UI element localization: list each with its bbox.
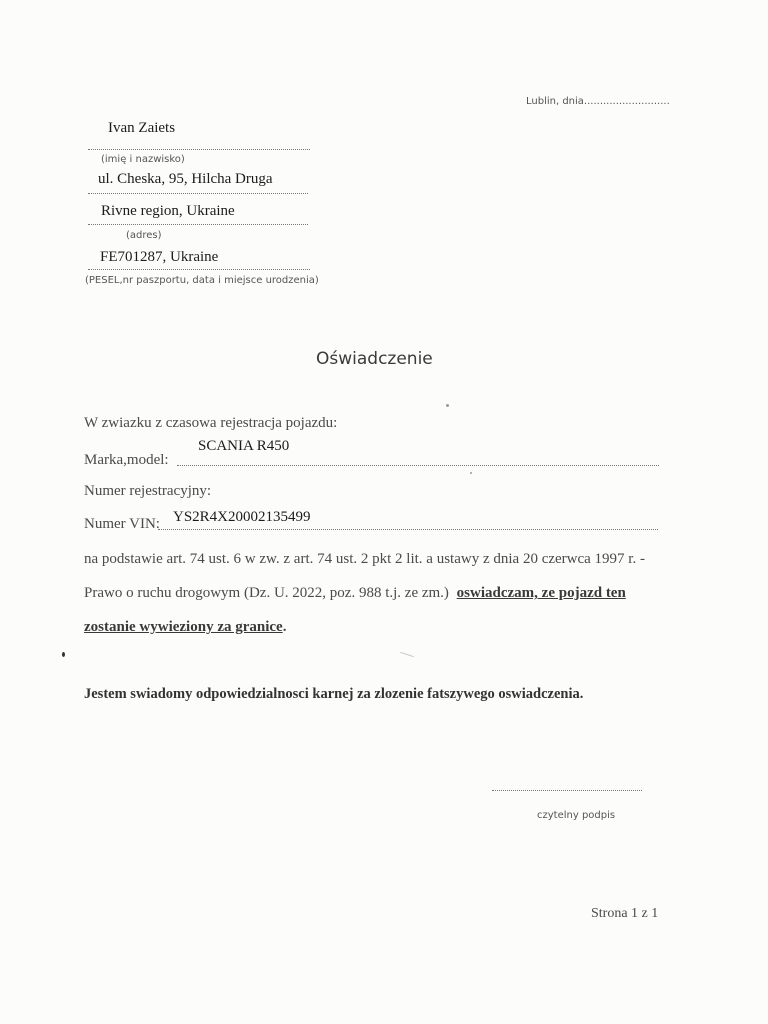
name-caption: (imię i nazwisko) (101, 154, 185, 165)
declaration-end: zostanie wywieziony za granice (84, 619, 283, 635)
signature-line (492, 790, 642, 791)
address-line1-value: ul. Cheska, 95, Hilcha Druga (98, 171, 273, 187)
id-line (88, 269, 310, 270)
address-caption: (adres) (126, 230, 162, 241)
name-line (88, 149, 310, 150)
legal-basis-line3 (84, 619, 286, 636)
legal-basis-line2 (84, 585, 626, 602)
name-value: Ivan Zaiets (108, 120, 176, 136)
signature-caption: czytelny podpis (537, 810, 616, 821)
vin-label: Numer VIN: (84, 516, 160, 532)
make-model-label: Marka,model: (84, 452, 169, 468)
vin-line (158, 529, 658, 530)
address-line2-line (88, 224, 308, 225)
declaration-period: . (282, 619, 287, 635)
scan-speck (470, 472, 472, 474)
address-line2-value: Rivne region, Ukraine (101, 203, 235, 219)
document-title: Oświadczenie (316, 349, 433, 369)
responsibility-statement: Jestem swiadomy odpowiedzialnosci karnej za zlozenie fatszywego oswiadczenia. (84, 686, 584, 702)
registration-label: Numer rejestracyjny: (84, 483, 212, 499)
id-caption: (PESEL,nr paszportu, data i miejsce urodzenia) (85, 275, 319, 286)
place-date: Lublin, dnia........................... (526, 96, 670, 107)
intro-text: W zwiazku z czasowa rejestracja pojazdu: (84, 415, 338, 431)
scan-speck (400, 652, 414, 657)
make-model-line (177, 465, 659, 466)
legal-basis-line1: na podstawie art. 74 ust. 6 w zw. z art. 74 ust. 2 pkt 2 lit. a ustawy z dnia 20 czerwca 1997 r. - (84, 551, 645, 567)
page-number: Strona 1 z 1 (591, 906, 659, 921)
vin-value: YS2R4X20002135499 (173, 509, 311, 525)
legal-basis-line2-text: Prawo o ruchu drogowym (Dz. U. 2022, poz. 988 t.j. ze zm.) (84, 585, 449, 601)
make-model-value: SCANIA R450 (198, 438, 290, 454)
id-value: FE701287, Ukraine (100, 249, 219, 265)
address-line1-line (88, 193, 308, 194)
scan-speck (62, 652, 65, 657)
declaration-start: oswiadczam, ze pojazd ten (456, 585, 626, 601)
scan-speck (446, 404, 449, 407)
